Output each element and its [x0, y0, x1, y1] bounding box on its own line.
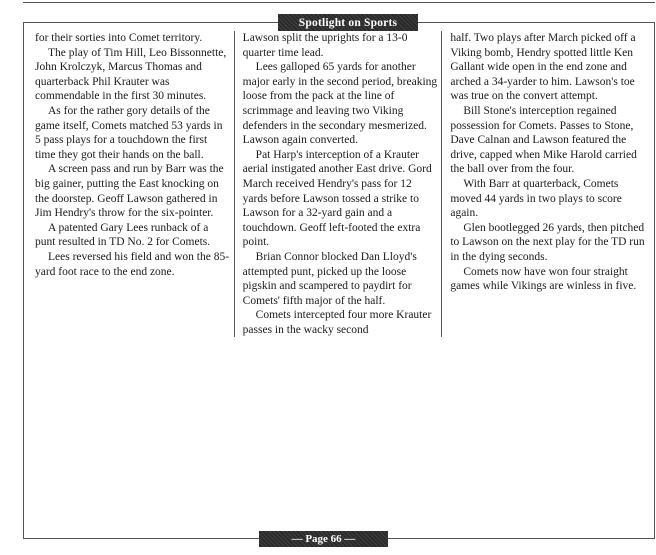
- paragraph: As for the rather gory details of the game itself, Comets matched 53 yards in 5 pass plays for a touchdown the first time they got their hands on the ball.: [35, 104, 223, 161]
- top-rule: [23, 2, 655, 3]
- column-2: [234, 31, 438, 337]
- paragraph: A patented Gary Lees runback of a punt resulted in TD No. 2 for Comets.: [35, 221, 211, 249]
- paragraph: With Barr at quarterback, Comets moved 44 yards in two plays to score again.: [450, 177, 622, 220]
- paragraph: Glen bootlegged 26 yards, then pitched to Lawson on the next play for the TD run in the dying seconds.: [450, 221, 645, 263]
- paragraph: Pat Harp's interception of a Krauter aerial instigated another East drive. Gord March received Hendry's pass for 12 yards before Lawson tossed a strike to Lawson for a 32-yard gain and a touchdown. Geoff left-footed the extra point.: [242, 148, 432, 249]
- paragraph: Lawson split the uprights for a 13-0 quarter time lead.: [242, 32, 408, 59]
- section-header: Spotlight on Sports: [278, 14, 418, 31]
- paragraph: Brian Connor blocked Dan Lloyd's attempted punt, picked up the loose pigskin and scampered to paydirt for Comets' fifth major of the half.: [242, 250, 417, 307]
- article-columns: [35, 31, 645, 337]
- footer-rule-right: [388, 538, 655, 539]
- paragraph: The play of Tim Hill, Leo Bissonnette, John Krolczyk, Marcus Thomas and quarterback Phil Krauter was commendable in the first 30 minutes.: [35, 46, 227, 103]
- column-1: [35, 31, 230, 337]
- left-border: [23, 22, 24, 539]
- paragraph: Lees galloped 65 yards for another major early in the second period, breaking loose from the pack at the line of scrimmage and leaving two Viking defenders in the secondary mesmerized. Lawson again converted.: [242, 61, 438, 147]
- paragraph: for their sorties into Comet territory.: [35, 32, 203, 44]
- paragraph: A screen pass and run by Barr was the big gainer, putting the East knocking on the doorstep. Geoff Lawson gathered in Jim Hendry's throw for the six-pointer.: [35, 163, 224, 220]
- header-rule-right: [418, 22, 655, 23]
- paragraph: Bill Stone's interception regained possession for Comets. Passes to Stone, Dave Calnan and Lawson featured the drive, capped when Mike Harold carried the ball over from the four.: [450, 104, 637, 176]
- page-number: — Page 66 —: [259, 531, 388, 547]
- column-3: [441, 31, 645, 337]
- header-rule-left: [23, 22, 278, 23]
- right-border: [654, 22, 655, 539]
- paragraph: half. Two plays after March picked off a Viking bomb, Hendry spotted little Ken Gallant wide open in the end zone and arched a 34-yarder to him. Lawson's toe was true on the convert attempt.: [450, 32, 636, 103]
- paragraph: Comets intercepted four more Krauter passes in the wacky second: [242, 309, 432, 336]
- page-frame: [23, 0, 655, 555]
- paragraph: Lees reversed his field and won the 85-yard foot race to the end zone.: [35, 250, 230, 278]
- footer-rule-left: [23, 538, 259, 539]
- paragraph: Comets now have won four straight games while Vikings are winless in five.: [450, 265, 637, 293]
